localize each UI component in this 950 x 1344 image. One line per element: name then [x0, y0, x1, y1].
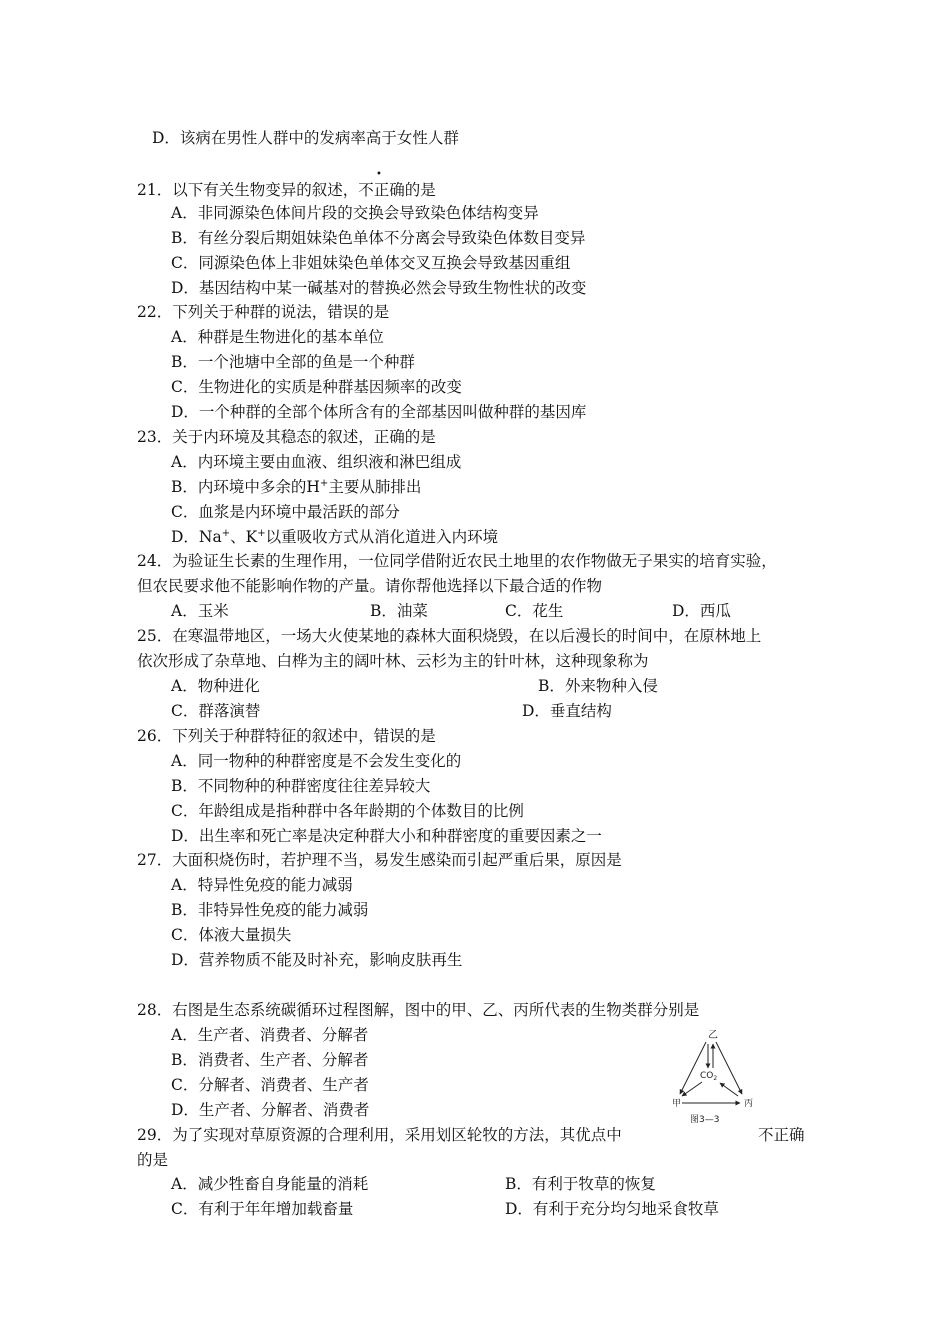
q22-option-d: D．一个种群的全部个体所含有的全部基因叫做种群的基因库 — [171, 403, 587, 421]
emphasis-dot: • — [376, 169, 382, 180]
q21-option-a: A．非同源染色体间片段的交换会导致染色体结构变异 — [171, 204, 539, 222]
q24-option-c: C．花生 — [505, 602, 564, 620]
q23-option-c: C．血浆是内环境中最活跃的部分 — [171, 503, 400, 521]
q25-stem-line1: 25．在寒温带地区，一场大火使某地的森林大面积烧毁，在以后漫长的时间中，在原林地上 — [137, 627, 762, 645]
q29-option-d: D．有利于充分均匀地采食牧草 — [505, 1200, 719, 1218]
q28-option-c: C．分解者、消费者、生产者 — [171, 1076, 369, 1094]
q29-stem-line1-end: 不正确 — [758, 1126, 805, 1144]
q21-option-b: B．有丝分裂后期姐妹染色单体不分离会导致染色体数目变异 — [171, 229, 586, 247]
q24-option-b: B．油菜 — [370, 602, 428, 620]
q26-option-a: A．同一物种的种群密度是不会发生变化的 — [171, 752, 462, 770]
q23-stem: 23．关于内环境及其稳态的叙述，正确的是 — [137, 428, 436, 446]
q27-stem: 27．大面积烧伤时，若护理不当，易发生感染而引起严重后果，原因是 — [137, 851, 622, 869]
q24-stem-line2: 但农民要求他不能影响作物的产量。请你帮他选择以下最合适的作物 — [137, 577, 603, 595]
q22-option-c: C．生物进化的实质是种群基因频率的改变 — [171, 378, 462, 396]
q24-option-a: A．玉米 — [171, 602, 229, 620]
q23-option-d: D．Na+、K+以重吸收方式从消化道进入内环境 — [171, 527, 499, 546]
q21-option-c: C．同源染色体上非姐妹染色单体交叉互换会导致基因重组 — [171, 254, 571, 272]
q25-option-a: A．物种进化 — [171, 677, 260, 695]
q21-option-d: D．基因结构中某一碱基对的替换必然会导致生物性状的改变 — [171, 279, 587, 297]
q22-option-b: B．一个池塘中全部的鱼是一个种群 — [171, 353, 415, 371]
q27-option-c: C．体液大量损失 — [171, 926, 292, 944]
q29-option-a: A．减少牲畜自身能量的消耗 — [171, 1175, 369, 1193]
q29-stem-line1: 29．为了实现对草原资源的合理利用，采用划区轮牧的方法，其优点中 — [137, 1126, 622, 1144]
label-co2: $CO_2$ — [700, 1071, 718, 1082]
arrow-yi-bing — [716, 1042, 742, 1094]
q28-option-d: D．生产者、分解者、消费者 — [171, 1101, 370, 1119]
q25-stem-line2: 依次形成了杂草地、白桦为主的阔叶林、云杉为主的针叶林，这种现象称为 — [137, 652, 649, 670]
q25-option-d: D．垂直结构 — [522, 702, 612, 720]
label-yi: 乙 — [708, 1030, 718, 1041]
q29-option-b: B．有利于牧草的恢复 — [505, 1175, 656, 1193]
q28-option-a: A．生产者、消费者、分解者 — [171, 1026, 369, 1044]
figure-caption: 图3—3 — [690, 1115, 720, 1125]
q22-stem: 22．下列关于种群的说法，错误的是 — [137, 303, 390, 321]
q26-option-d: D．出生率和死亡率是决定种群大小和种群密度的重要因素之一 — [171, 827, 602, 845]
option-d-prev: D．该病在男性人群中的发病率高于女性人群 — [152, 129, 459, 147]
q26-option-c: C．年龄组成是指种群中各年龄期的个体数目的比例 — [171, 802, 524, 820]
q27-option-a: A．特异性免疫的能力减弱 — [171, 876, 353, 894]
q29-option-c: C．有利于年年增加载畜量 — [171, 1200, 354, 1218]
arrow-yi-jia — [680, 1042, 706, 1094]
q28-stem: 28．右图是生态系统碳循环过程图解，图中的甲、乙、丙所代表的生物类群分别是 — [137, 1001, 700, 1019]
carbon-cycle-diagram — [668, 1028, 758, 1128]
q25-option-b: B．外来物种入侵 — [538, 677, 658, 695]
q25-option-c: C．群落演替 — [171, 702, 261, 720]
q21-stem: 21．以下有关生物变异的叙述，不正确的是 — [137, 181, 436, 199]
q26-stem: 26．下列关于种群特征的叙述中，错误的是 — [137, 727, 436, 745]
q27-option-b: B．非特异性免疫的能力减弱 — [171, 901, 369, 919]
label-bing: 丙 — [744, 1099, 754, 1109]
arrow-bing-co2 — [720, 1083, 738, 1096]
q24-stem-line1: 24．为验证生长素的生理作用，一位同学借附近农民土地里的农作物做无子果实的培育实验， — [137, 552, 777, 570]
label-jia: 甲 — [672, 1099, 682, 1109]
q26-option-b: B．不同物种的种群密度往往差异较大 — [171, 777, 431, 795]
q29-stem-line2: 的是 — [137, 1151, 169, 1169]
q28-option-b: B．消费者、生产者、分解者 — [171, 1051, 369, 1069]
q27-option-d: D．营养物质不能及时补充，影响皮肤再生 — [171, 951, 463, 969]
q24-option-d: D．西瓜 — [672, 602, 731, 620]
q23-option-a: A．内环境主要由血液、组织液和淋巴组成 — [171, 453, 462, 471]
q22-option-a: A．种群是生物进化的基本单位 — [171, 328, 384, 346]
q23-option-b: B．内环境中多余的H+主要从肺排出 — [171, 477, 422, 496]
